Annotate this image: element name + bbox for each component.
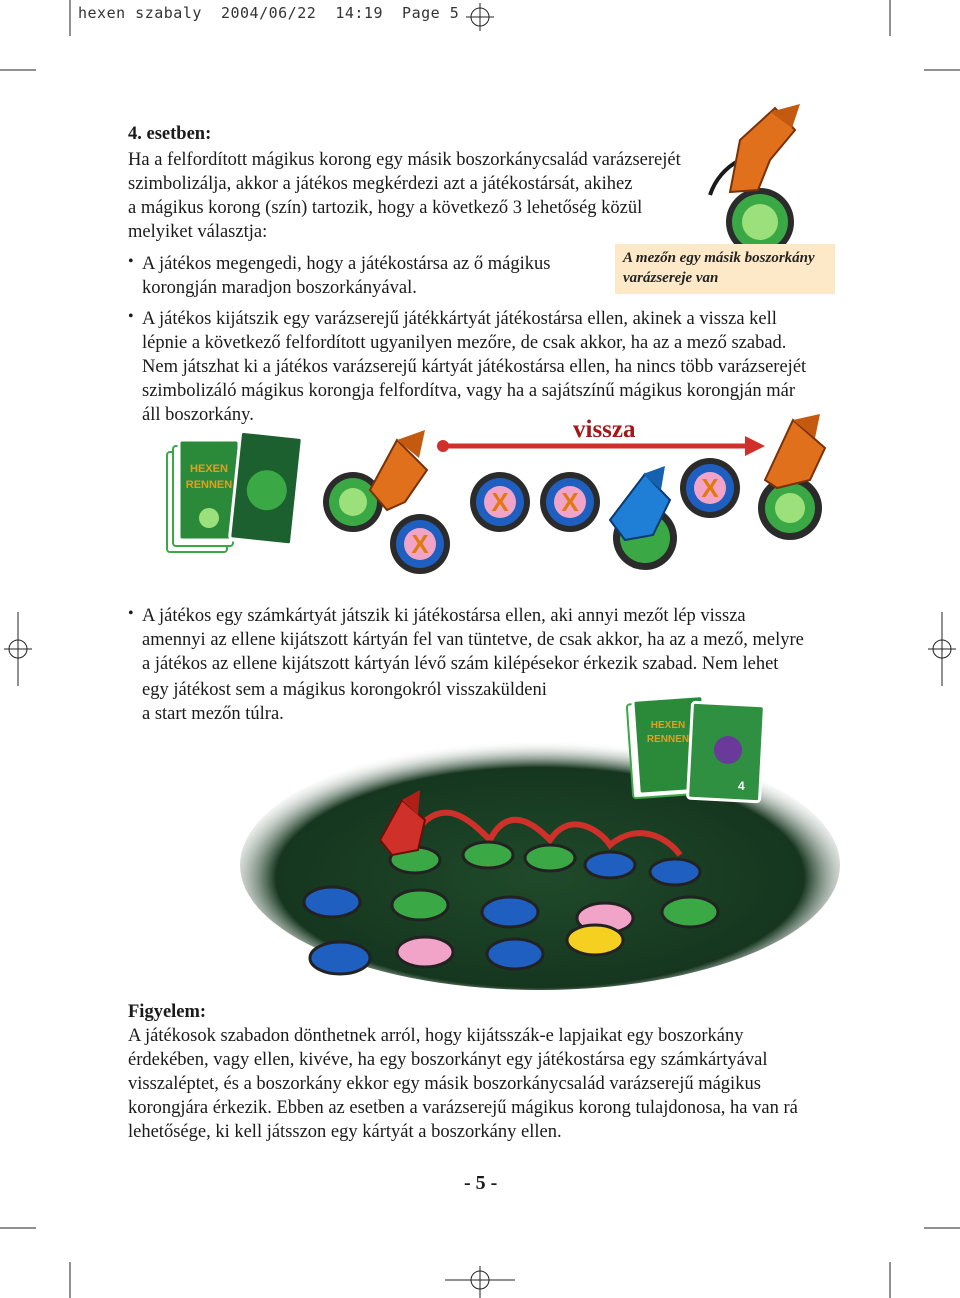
caption-line: A mezőn egy másik boszorkány [623,250,815,266]
bullet3-line: a játékos az ellene kijátszott kártyán lévő szám kilépésekor érkezik szabad. Nem lehet [142,654,779,674]
svg-text:HEXEN: HEXEN [190,463,228,475]
bullet-dot: • [128,253,134,270]
bullet-dot: • [128,605,134,622]
svg-text:RENNEN: RENNEN [185,479,233,491]
witch-on-disc-illustration [700,100,840,250]
case4-line: a mágikus korong (szín) tartozik, hogy a következő 3 lehetőség közül [128,198,643,218]
vissza-label: vissza [573,416,636,443]
page-number: - 5 - [464,1172,498,1194]
notice-line: érdekében, vagy ellen, kivéve, ha egy boszorkányt egy játékostársa egy számkártyával [128,1050,768,1070]
bullet2-line: áll boszorkány. [142,405,254,425]
notice-line: lehetősége, ki kell játsszon egy kártyát a boszorkány ellen. [128,1122,562,1142]
case4-heading: 4. esetben: [128,124,212,144]
game-board-illustration [260,690,920,980]
case4-line: Ha a felfordított mágikus korong egy másik boszorkánycsalád varázserejét [128,150,681,170]
caption-line: varázsereje van [623,270,719,286]
svg-text:RENNEN: RENNEN [646,734,690,745]
print-header: hexen szabaly 2004/06/22 14:19 Page 5 [78,4,460,22]
bullet1-line: A játékos megengedi, hogy a játékostársa az ő mágikus [142,254,551,274]
bullet2-line: Nem játszhat ki a játékos varázserejű kártyát játékostársa ellen, ha nincs több varázserejét [142,357,807,377]
bullet2-line: szimbolizáló mágikus korongja felfordítva, vagy ha a sajátszínű mágikus korongján már [142,381,795,401]
bullet3-line: egy játékost sem a mágikus korongokról visszaküldeni [142,680,547,700]
card-stack-icon [167,431,302,552]
illustration-caption [615,244,835,294]
bullet1-line: korongján maradjon boszorkányával. [142,278,417,298]
svg-text:X: X [701,473,719,503]
svg-text:HEXEN: HEXEN [650,720,686,731]
bullet2-line: A játékos kijátszik egy varázserejű játékkártyát játékostársa ellen, akinek a vissza kell [142,309,777,329]
bullet3-line: A játékos egy számkártyát játszik ki játékostársa ellen, aki annyi mezőt lép vissza [142,606,746,626]
bullet3-line: amennyi az ellene kijátszott kártyán fel van tüntetve, de csak akkor, ha az a mező, melyre [142,630,804,650]
move-back-illustration [165,410,865,585]
notice-heading: Figyelem: [128,1002,207,1022]
notice-line: A játékosok szabadon dönthetnek arról, hogy kijátsszák-e lapjaikat egy boszorkány [128,1026,744,1046]
notice-line: korongjára érkezik. Ebben az esetben a varázserejű mágikus korong tulajdonosa, ha van rá [128,1098,798,1118]
svg-text:X: X [561,487,579,517]
notice-line: visszaléptet, és a boszorkány ekkor egy másik boszorkánycsalád varázserejű mágikus [128,1074,761,1094]
bullet2-line: lépnie a következő felfordított ugyanilyen mezőre, de csak akkor, ha az a mező szabad. [142,333,787,353]
svg-text:X: X [411,529,429,559]
bullet3-line: a start mezőn túlra. [142,704,284,724]
case4-line: melyiket választja: [128,222,268,242]
svg-text:4: 4 [738,779,745,793]
case4-line: szimbolizálja, akkor a játékos megkérdezi azt a játékostársát, akihez [128,174,633,194]
bullet-dot: • [128,308,134,325]
card-pair-icon [627,696,765,802]
svg-text:X: X [491,487,509,517]
